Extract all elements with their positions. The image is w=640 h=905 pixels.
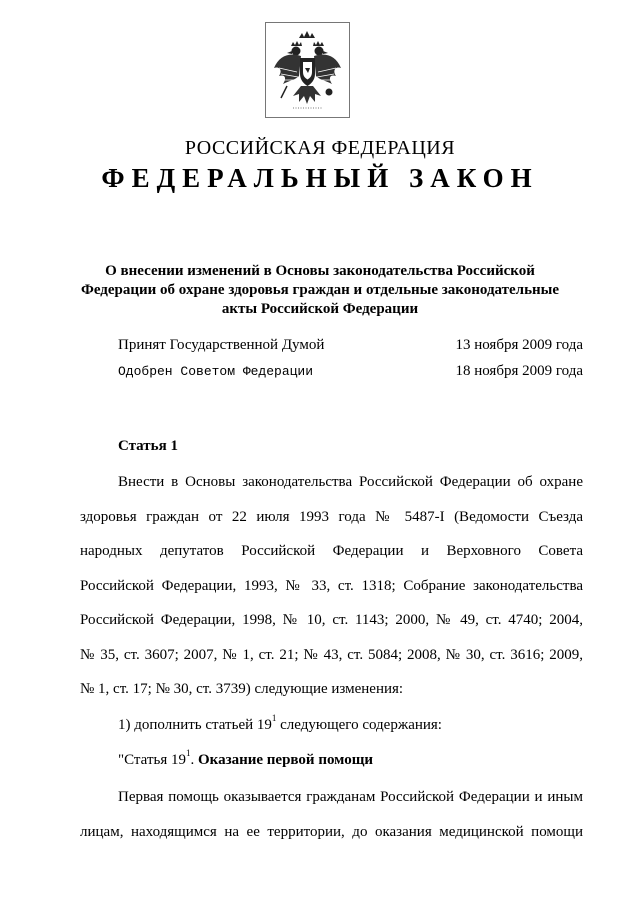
adoption-date: 18 ноября 2009 года — [455, 363, 583, 379]
paragraph-line: Российской Федерации, 1998, № 10, ст. 1143; 2000, № 49, ст. 4740; 2004, — [80, 612, 583, 628]
paragraph-line: № 1, ст. 17; № 30, ст. 3739) следующие изменения: — [80, 681, 404, 697]
law-subject-title — [70, 262, 570, 319]
subject-line: Федерации об охране здоровья граждан и отдельные законодательные — [80, 282, 560, 298]
article-heading: Статья 1 — [118, 438, 178, 454]
new-article-title: Оказание первой помощи — [197, 752, 374, 768]
country-heading: РОССИЙСКАЯ ФЕДЕРАЦИЯ — [184, 137, 456, 159]
paragraph-line: Российской Федерации, 1993, № 33, ст. 1318; Собрание законодательства — [80, 577, 583, 594]
item-superscript: 1 — [271, 713, 277, 723]
adoption-label: Одобрен Советом Федерации — [118, 364, 314, 379]
item-text: 1) дополнить статьей 19 — [118, 717, 272, 733]
paragraph-line: здоровья граждан от 22 июля 1993 года № 5487-I (Ведомости Съезда — [80, 508, 583, 525]
paragraph-line: Первая помощь оказывается гражданам Российской Федерации и иным — [118, 789, 583, 805]
new-article-prefix: "Статья 19 — [118, 752, 186, 768]
item-text-tail: следующего содержания: — [276, 717, 442, 733]
double-headed-eagle-icon — [265, 22, 350, 118]
article-paragraph-1 — [80, 465, 583, 707]
subject-line: акты Российской Федерации — [221, 301, 419, 317]
subject-line: О внесении изменений в Основы законодательства Российской — [105, 263, 535, 279]
new-article-heading — [118, 748, 374, 769]
document-type-heading: ФЕДЕРАЛЬНЫЙ ЗАКОН — [101, 163, 539, 193]
new-article-superscript: 1 — [185, 748, 191, 758]
paragraph-line: лицам, находящимся на ее территории, до оказания медицинской помощи — [80, 823, 583, 840]
adoption-date: 13 ноября 2009 года — [455, 337, 583, 353]
paragraph-line: Внести в Основы законодательства Российской Федерации об охране — [118, 474, 583, 490]
article-paragraph-2 — [80, 780, 583, 849]
paragraph-line: народных депутатов Российской Федерации и Верховного Совета — [80, 543, 583, 559]
new-article-dot: . — [190, 752, 198, 768]
coat-of-arms-emblem — [265, 22, 350, 118]
adoption-label: Принят Государственной Думой — [118, 337, 325, 353]
paragraph-line: № 35, ст. 3607; 2007, № 1, ст. 21; № 43, ст. 5084; 2008, № 30, ст. 3616; 2009, — [80, 646, 583, 663]
amendment-item-1 — [118, 713, 442, 734]
